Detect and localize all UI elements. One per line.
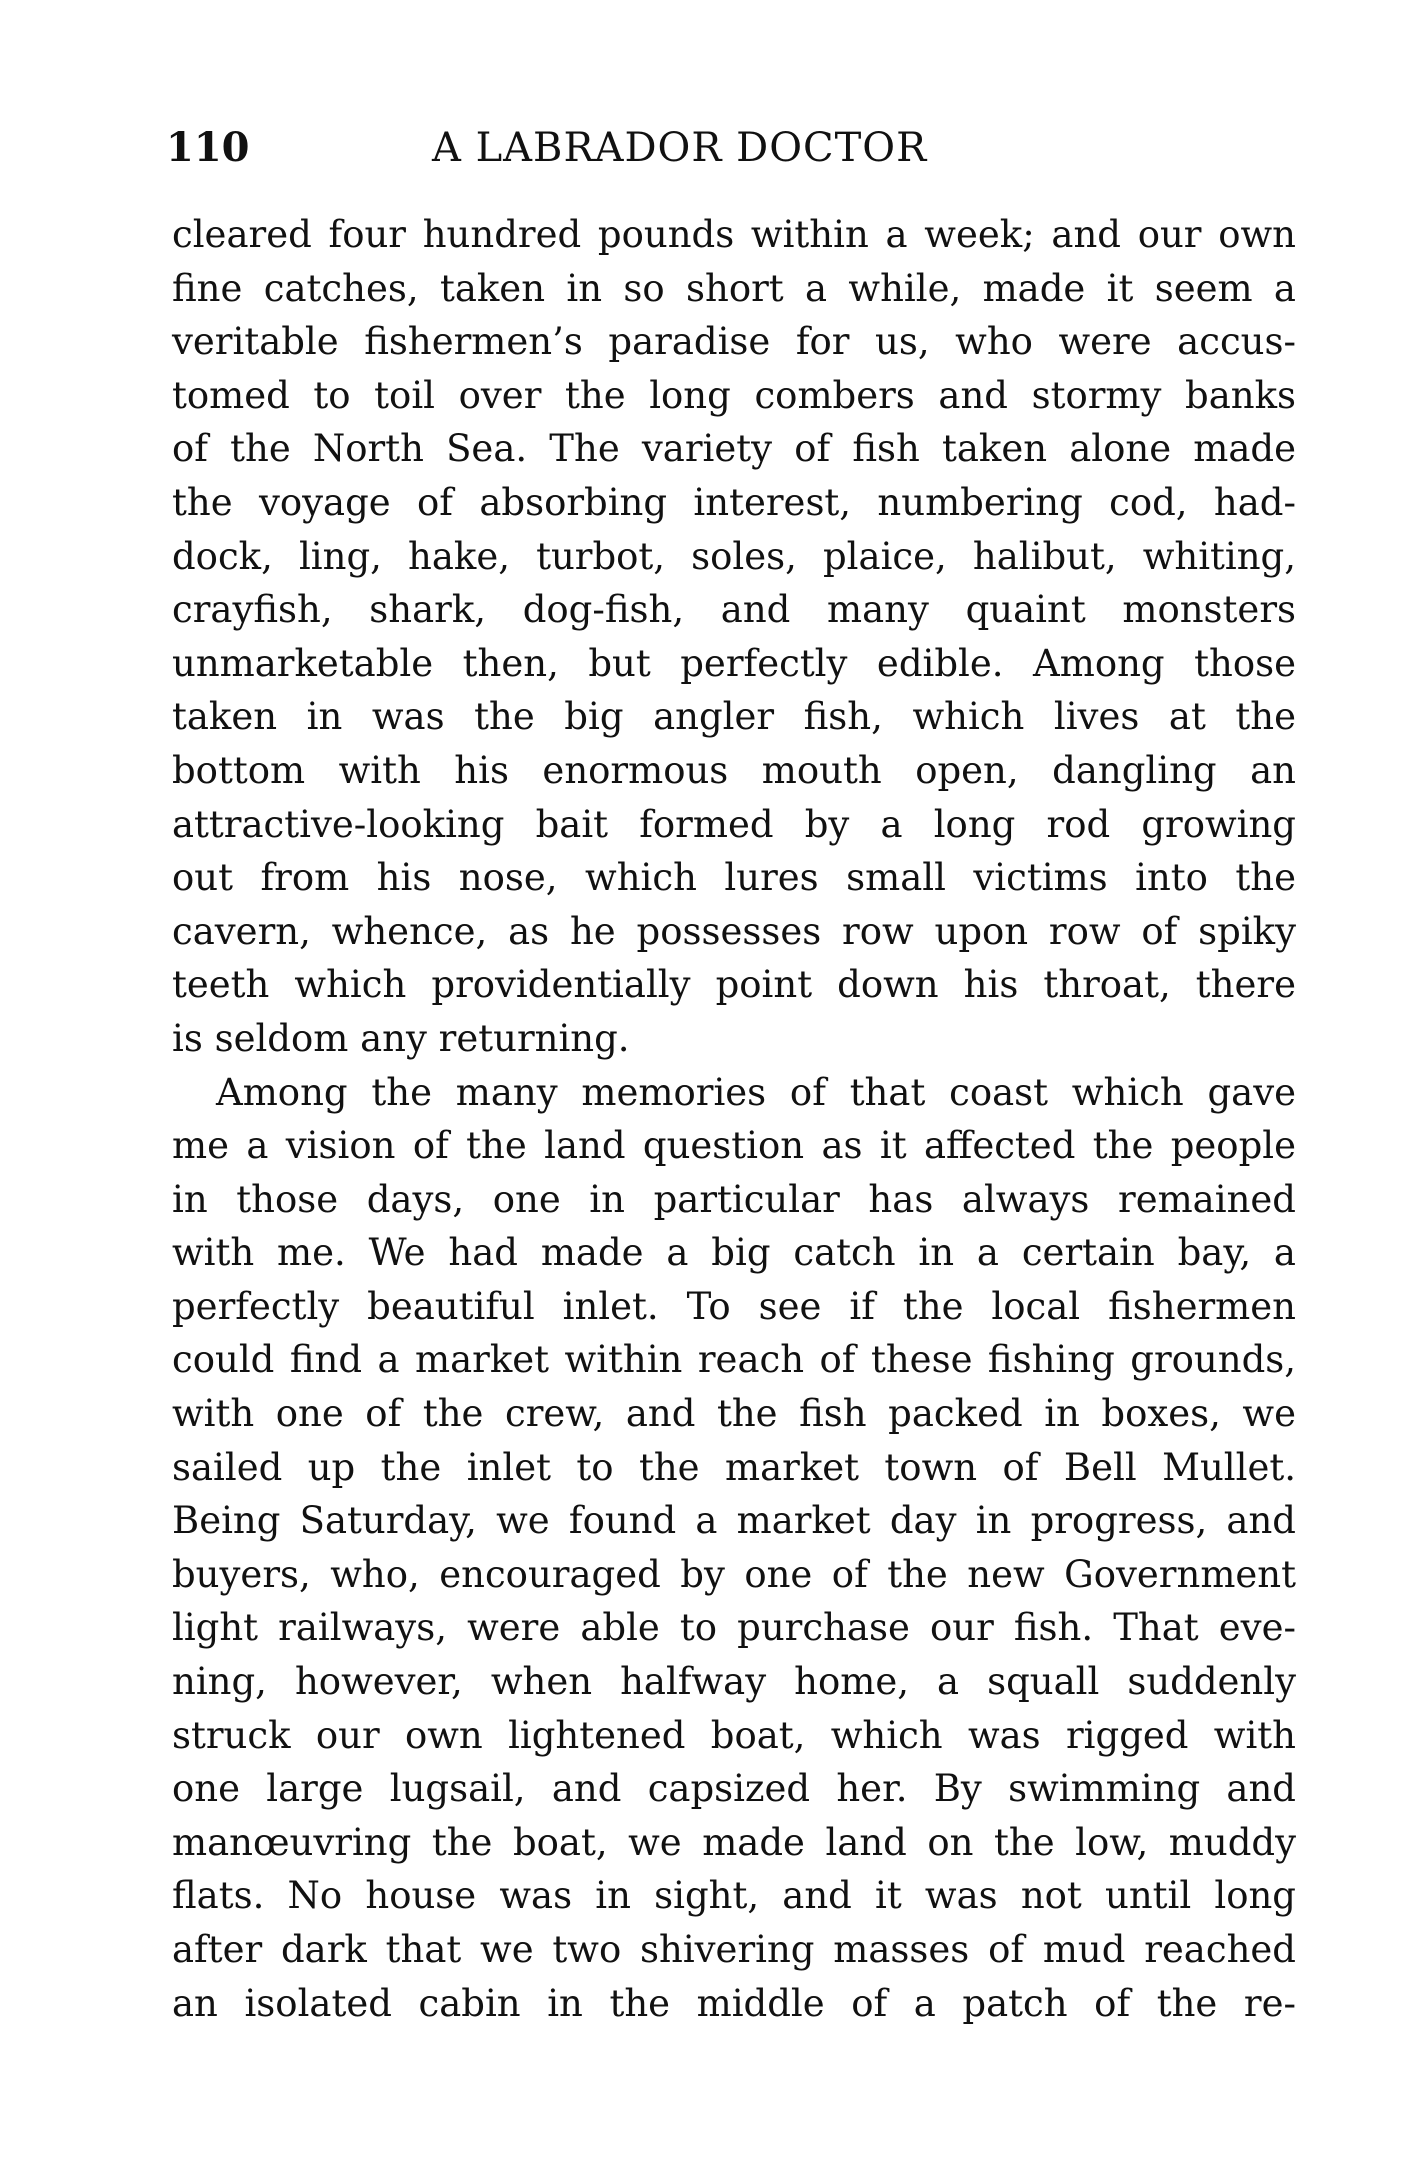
- body-text: [172, 208, 1296, 2030]
- text-line: struck our own lightened boat, which was rigged with: [172, 1713, 1296, 1757]
- paragraph-end-line: is seldom any returning.: [172, 1016, 630, 1060]
- text-line: in those days, one in particular has always remained: [172, 1177, 1296, 1221]
- text-line: veritable fishermen’s paradise for us, who were accus-: [172, 320, 1296, 364]
- text-line: out from his nose, which lures small victims into the: [172, 856, 1296, 900]
- running-head: [166, 118, 1296, 178]
- text-line: cavern, whence, as he possesses row upon row of spiky: [172, 909, 1296, 953]
- text-line: could find a market within reach of these fishing grounds,: [172, 1338, 1296, 1382]
- book-title: A LABRADOR DOCTOR: [432, 125, 928, 171]
- text-line: buyers, who, encouraged by one of the new Government: [172, 1552, 1296, 1596]
- text-line: an isolated cabin in the middle of a patch of the re-: [172, 1981, 1296, 2025]
- text-line: with one of the crew, and the fish packed in boxes, we: [172, 1392, 1296, 1436]
- text-line: attractive-looking bait formed by a long rod growing: [172, 802, 1296, 846]
- text-line: Being Saturday, we found a market day in progress, and: [172, 1499, 1296, 1543]
- text-line: light railways, were able to purchase our fish. That eve-: [172, 1606, 1296, 1650]
- text-line: cleared four hundred pounds within a week; and our own: [172, 213, 1296, 256]
- text-line: tomed to toil over the long combers and stormy banks: [172, 373, 1296, 417]
- text-line: sailed up the inlet to the market town of Bell Mullet.: [172, 1445, 1296, 1489]
- text-line: dock, ling, hake, turbot, soles, plaice, halibut, whiting,: [172, 534, 1296, 578]
- paragraph-first-line: Among the many memories of that coast which gave: [216, 1070, 1296, 1114]
- text-line: ning, however, when halfway home, a squall suddenly: [172, 1660, 1296, 1704]
- text-line: flats. No house was in sight, and it was not until long: [172, 1874, 1296, 1918]
- text-line: me a vision of the land question as it affected the people: [172, 1124, 1296, 1168]
- text-line: bottom with his enormous mouth open, dangling an: [172, 748, 1296, 792]
- text-line: teeth which providentially point down his throat, there: [172, 963, 1296, 1007]
- text-line: fine catches, taken in so short a while, made it seem a: [172, 266, 1296, 310]
- text-line: unmarketable then, but perfectly edible. Among those: [172, 641, 1296, 685]
- page-number: 110: [166, 124, 250, 171]
- text-line: of the North Sea. The variety of fish taken alone made: [172, 427, 1296, 471]
- text-line: after dark that we two shivering masses of mud reached: [172, 1928, 1296, 1971]
- text-line: perfectly beautiful inlet. To see if the local fishermen: [172, 1284, 1296, 1328]
- text-line: the voyage of absorbing interest, numbering cod, had-: [172, 480, 1296, 524]
- text-line: manœuvring the boat, we made land on the low, muddy: [172, 1820, 1296, 1864]
- text-line: crayfish, shark, dog-fish, and many quaint monsters: [172, 588, 1296, 632]
- text-line: one large lugsail, and capsized her. By swimming and: [172, 1767, 1296, 1811]
- text-line: taken in was the big angler fish, which lives at the: [172, 695, 1296, 739]
- text-line: with me. We had made a big catch in a certain bay, a: [172, 1231, 1296, 1275]
